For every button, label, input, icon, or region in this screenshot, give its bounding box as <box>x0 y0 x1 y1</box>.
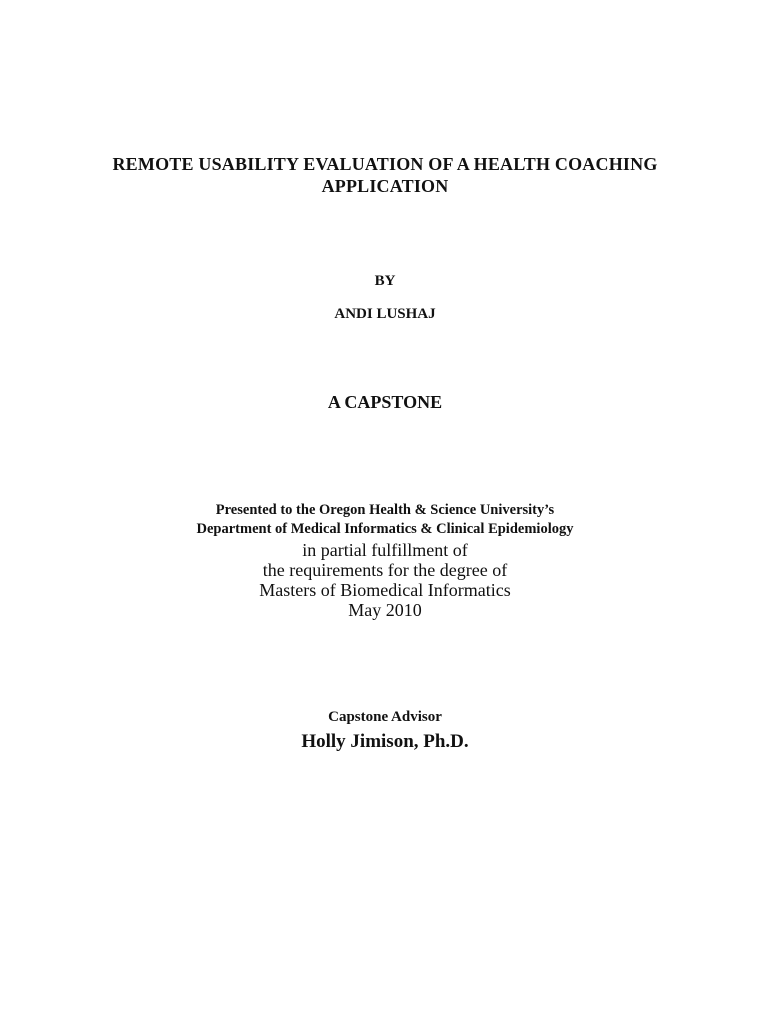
advisor-label: Capstone Advisor <box>328 709 442 725</box>
fulfillment-line-1: in partial fulfillment of <box>302 540 468 560</box>
presentation-date: May 2010 <box>348 600 422 620</box>
author-name: ANDI LUSHAJ <box>334 306 436 322</box>
fulfillment-line-2: the requirements for the degree of <box>262 560 508 580</box>
title-line-2: APPLICATION <box>321 176 449 196</box>
degree-name: Masters of Biomedical Informatics <box>259 580 511 600</box>
presented-line-1: Presented to the Oregon Health & Science University’s <box>215 502 555 518</box>
document-type: A CAPSTONE <box>327 392 443 412</box>
presented-line-2: Department of Medical Informatics & Clinical Epidemiology <box>196 521 574 537</box>
title-line-1: REMOTE USABILITY EVALUATION OF A HEALTH COACHING <box>112 154 658 174</box>
advisor-name: Holly Jimison, Ph.D. <box>301 731 469 752</box>
by-label: BY <box>374 273 396 289</box>
